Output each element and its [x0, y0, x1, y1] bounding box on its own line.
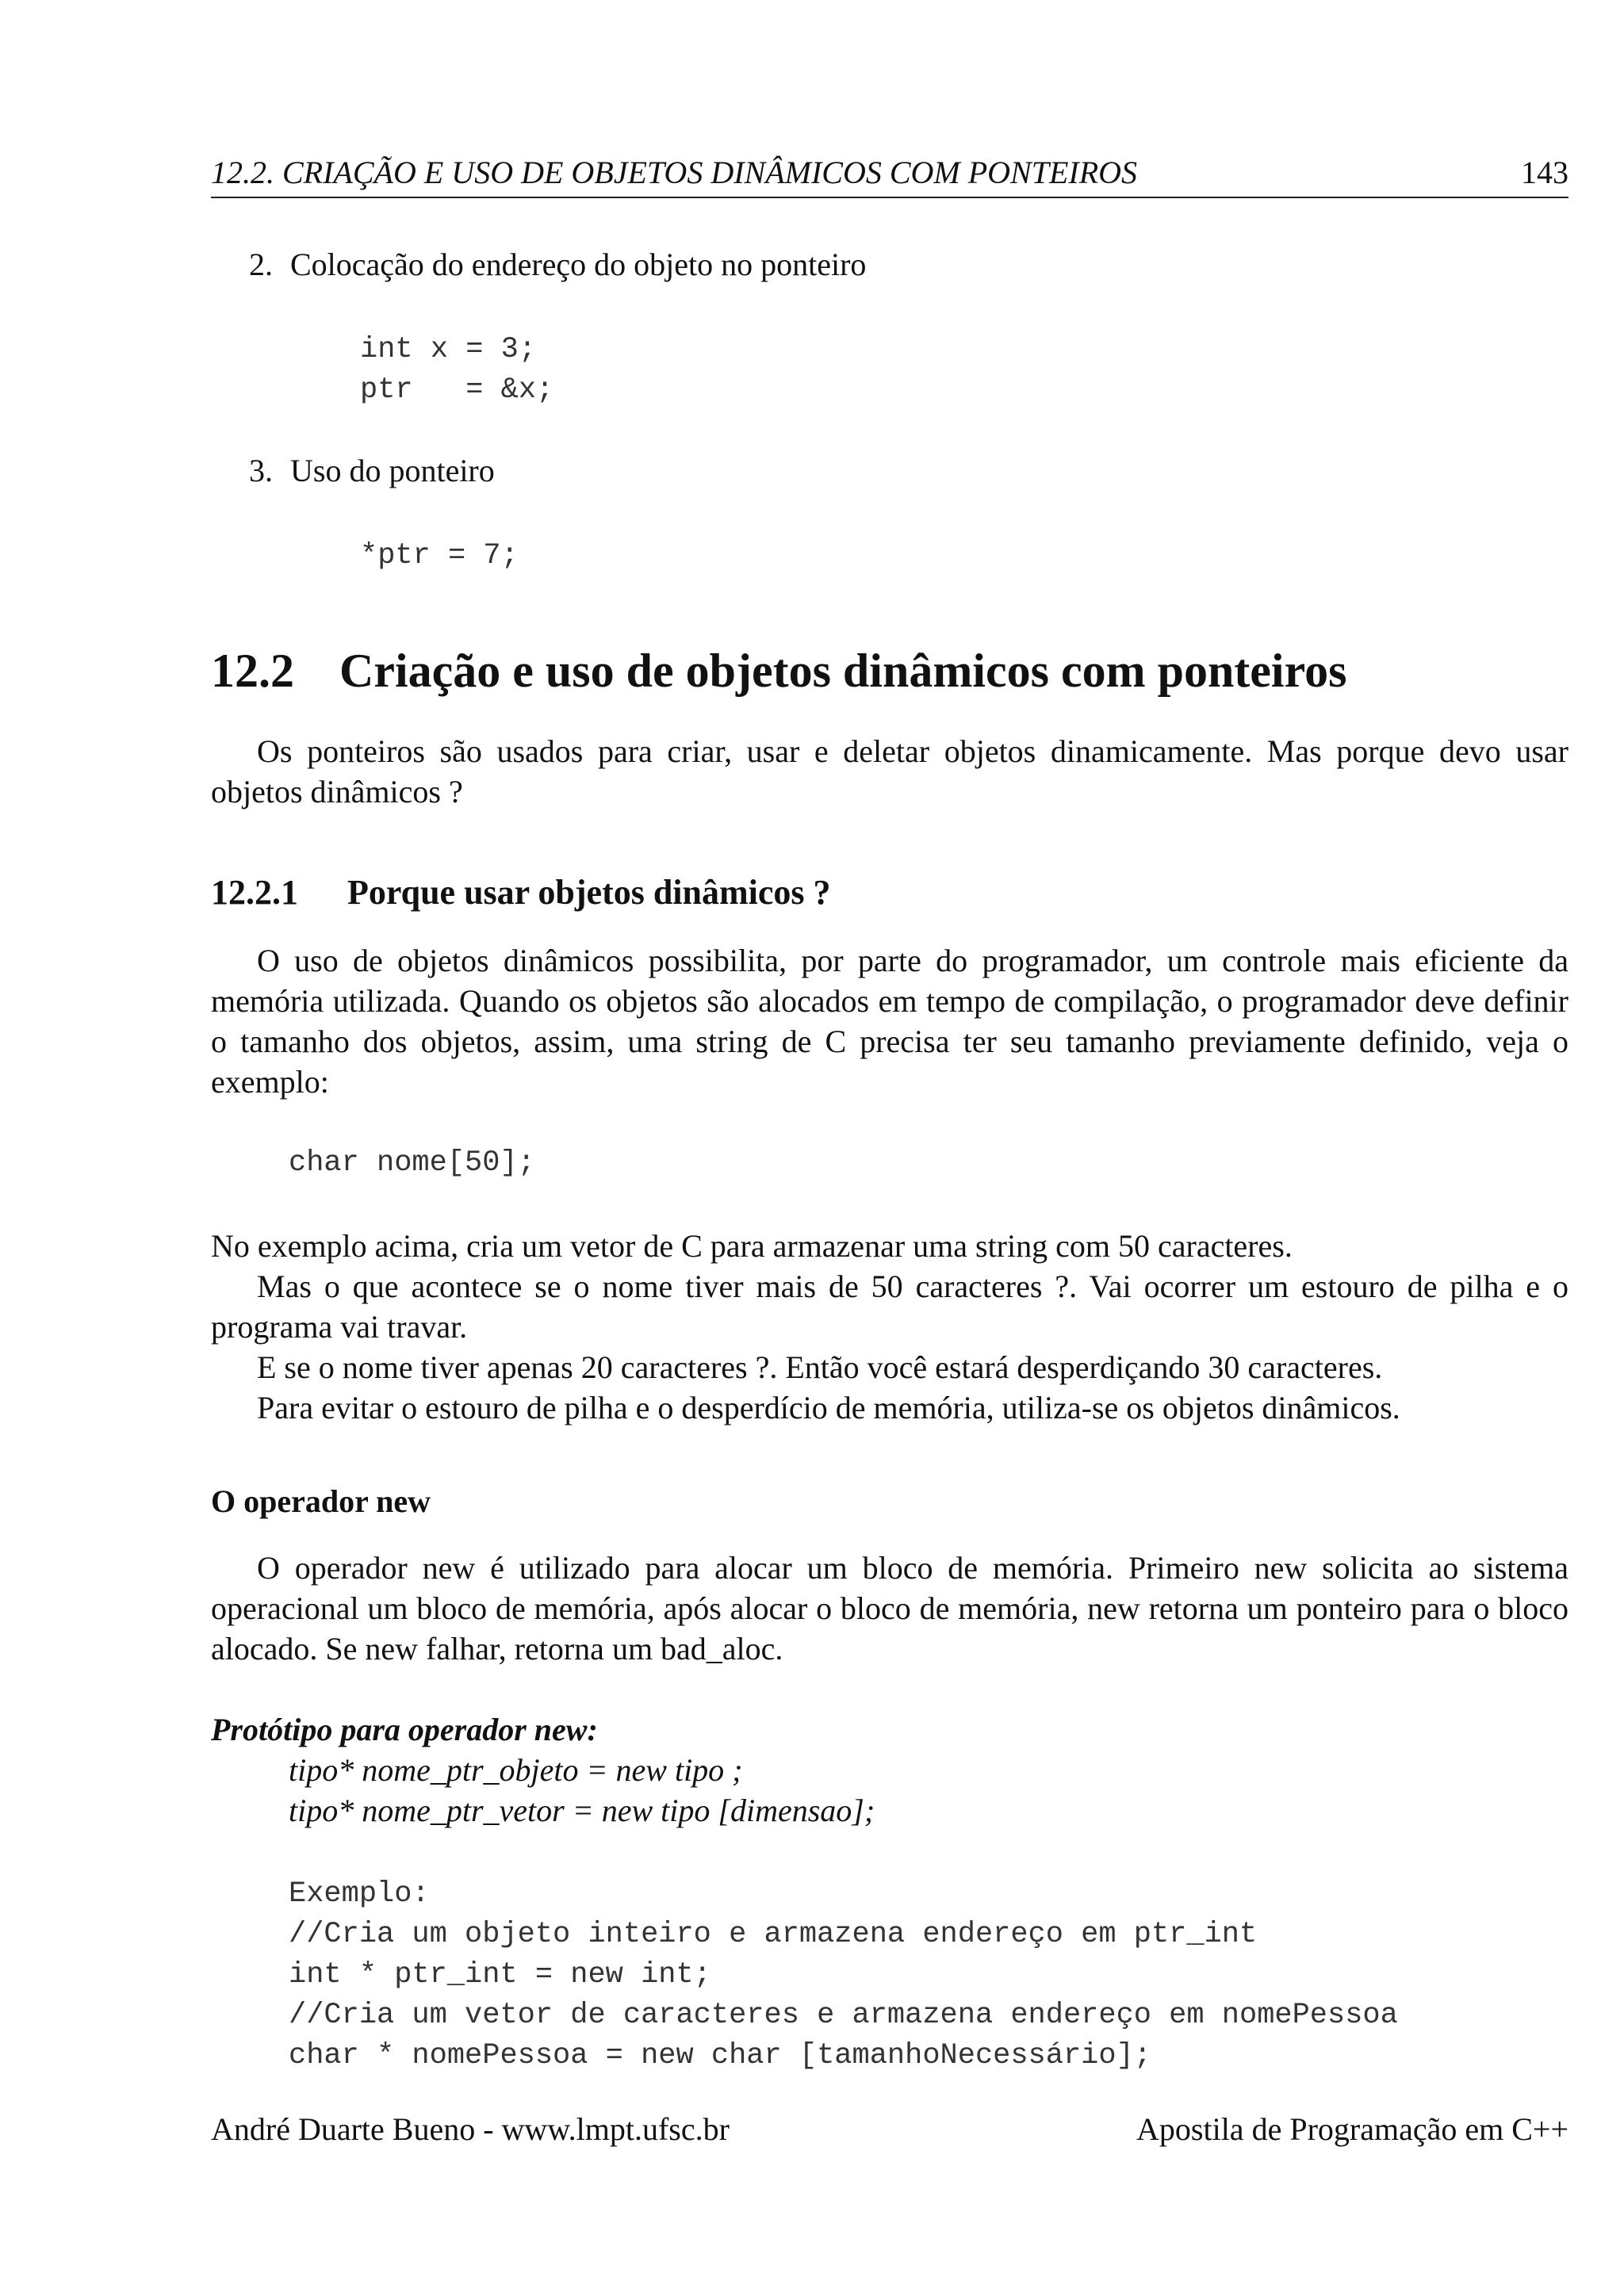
code-line: int * ptr_int = new int; [289, 1958, 711, 1992]
code-line: Exemplo: [289, 1877, 430, 1911]
page-footer [211, 2109, 1568, 2150]
paragraph: E se o nome tiver apenas 20 caracteres ?. Então você estará desperdiçando 30 caracteres. [257, 1349, 1383, 1385]
subsection-number: 12.2.1 [211, 873, 298, 912]
subsection-heading [211, 871, 831, 915]
section-intro [211, 731, 1568, 812]
list-number: 2. [249, 247, 273, 282]
subsection-body [211, 940, 1568, 1102]
code-line: char * nomePessoa = new char [tamanhoNecessário]; [289, 2039, 1151, 2072]
code-line: int x = 3; [360, 333, 537, 366]
subsection-explanation [211, 1226, 1568, 1428]
list-number: 3. [249, 453, 273, 488]
subsection-title: Porque usar objetos dinâmicos ? [347, 873, 831, 912]
code-line: *ptr = 7; [360, 539, 519, 572]
footer-title: Apostila de Programação em C++ [1136, 2111, 1568, 2147]
prototype-line: tipo* nome_ptr_vetor = new tipo [dimensao]; [289, 1793, 875, 1828]
paragraph: Mas o que acontece se o nome tiver mais de 50 caracteres ?. Vai ocorrer um estouro de pilha e o programa vai travar. [211, 1269, 1568, 1345]
code-block-example [289, 1874, 1398, 2076]
section-title: Criação e uso de objetos dinâmicos com ponteiros [339, 645, 1347, 697]
section-number: 12.2 [211, 645, 294, 697]
section-heading [211, 642, 1347, 699]
paragraph-heading: O operador new [211, 1483, 431, 1519]
paragraph: O operador new é utilizado para alocar um bloco de memória. Primeiro new solicita ao sistema operacional um bloco de memória, após alocar o bloco de memória, new retorna um ponteiro para o bloco alocado. Se new falhar, retorna um bad_aloc. [211, 1550, 1568, 1667]
paragraph: O uso de objetos dinâmicos possibilita, por parte do programador, um controle mais eficiente da memória utilizada. Quando os objetos são alocados em tempo de compilação, o programador deve definir o tamanho dos objetos, assim, uma string de C precisa ter seu tamanho previamente definido, veja o exemplo: [211, 943, 1568, 1100]
operator-new-body [211, 1548, 1568, 1669]
footer-author: André Duarte Bueno - www.lmpt.ufsc.br [211, 2111, 730, 2147]
code-block-step-2 [360, 330, 553, 411]
prototype-lines [289, 1750, 875, 1831]
prototype-title: Protótipo para operador new: [211, 1712, 598, 1747]
code-line: ptr = &x; [360, 373, 554, 407]
code-block-step-3 [360, 536, 519, 576]
code-line: char nome[50]; [289, 1146, 535, 1180]
paragraph: Para evitar o estouro de pilha e o desperdício de memória, utiliza-se os objetos dinâmicos. [257, 1390, 1400, 1425]
code-line: //Cria um objeto inteiro e armazena endereço em ptr_int [289, 1918, 1258, 1951]
page-number: 143 [1521, 155, 1568, 190]
running-title: 12.2. CRIAÇÃO E USO DE OBJETOS DINÂMICOS COM PONTEIROS [211, 155, 1138, 190]
prototype-line: tipo* nome_ptr_objeto = new tipo ; [289, 1752, 743, 1788]
running-header [211, 149, 1568, 198]
code-line: //Cria um vetor de caracteres e armazena endereço em nomePessoa [289, 1999, 1398, 2032]
code-block-char-array [289, 1143, 535, 1184]
paragraph: Os ponteiros são usados para criar, usar e deletar objetos dinamicamente. Mas porque devo usar objetos dinâmicos ? [211, 733, 1568, 809]
paragraph: No exemplo acima, cria um vetor de C para armazenar uma string com 50 caracteres. [211, 1228, 1293, 1264]
list-text: Uso do ponteiro [290, 453, 495, 488]
list-text: Colocação do endereço do objeto no ponteiro [290, 247, 867, 282]
